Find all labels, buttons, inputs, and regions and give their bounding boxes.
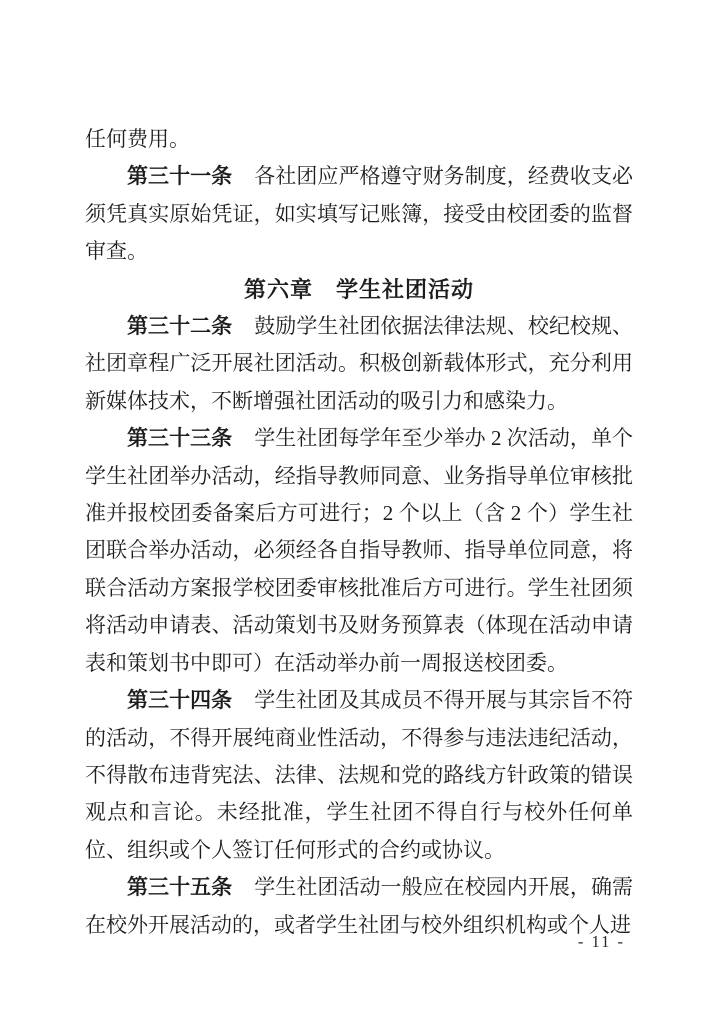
article-35-number: 第三十五条 (127, 875, 233, 900)
article-35 (85, 869, 633, 944)
article-32-text: 鼓励学生社团依据法律法规、校纪校规、社团章程广泛开展社团活动。积极创新载体形式，充分利用新媒体技术，不断增强社团活动的吸引力和感染力。 (85, 314, 634, 413)
article-33-text: 学生社团每学年至少举办 2 次活动，单个学生社团举办活动，经指导教师同意、业务指导单位审核批准并报校团委备案后方可进行；2 个以上（含 2 个）学生社团联合举办活动，必须经各自指导教师、指导单位同意，将联合活动方案报学校团委审核批准后方可进行。学生社团须将活动申请表、活动策划书及财务预算表（体现在活动申请表和策划书中即可）在活动举办前一周报送校团委。 (85, 426, 634, 675)
article-31 (85, 158, 633, 270)
article-35-text: 学生社团活动一般应在校园内开展，确需在校外开展活动的，或者学生社团与校外组织机构或个人进 (85, 875, 634, 937)
article-32 (85, 308, 633, 420)
article-34 (85, 682, 633, 869)
article-34-number: 第三十四条 (127, 688, 233, 713)
chapter-heading: 第六章 学生社团活动 (243, 276, 474, 302)
article-31-number: 第三十一条 (127, 164, 233, 189)
paragraph-continuation: 任何费用。 (85, 127, 190, 151)
article-33-number: 第三十三条 (127, 426, 233, 451)
article-33 (85, 420, 633, 682)
page-number: - 11 - (577, 932, 625, 951)
article-31-text: 各社团应严格遵守财务制度，经费收支必须凭真实原始凭证，如实填写记账簿，接受由校团委的监督审查。 (85, 164, 634, 264)
article-32-number: 第三十二条 (127, 314, 233, 339)
article-34-text: 学生社团及其成员不得开展与其宗旨不符的活动，不得开展纯商业性活动，不得参与违法违纪活动，不得散布违背宪法、法律、法规和党的路线方针政策的错误观点和言论。未经批准，学生社团不得自行与校外任何单位、组织或个人签订任何形式的合约或协议。 (85, 688, 634, 862)
document-body (85, 121, 633, 944)
